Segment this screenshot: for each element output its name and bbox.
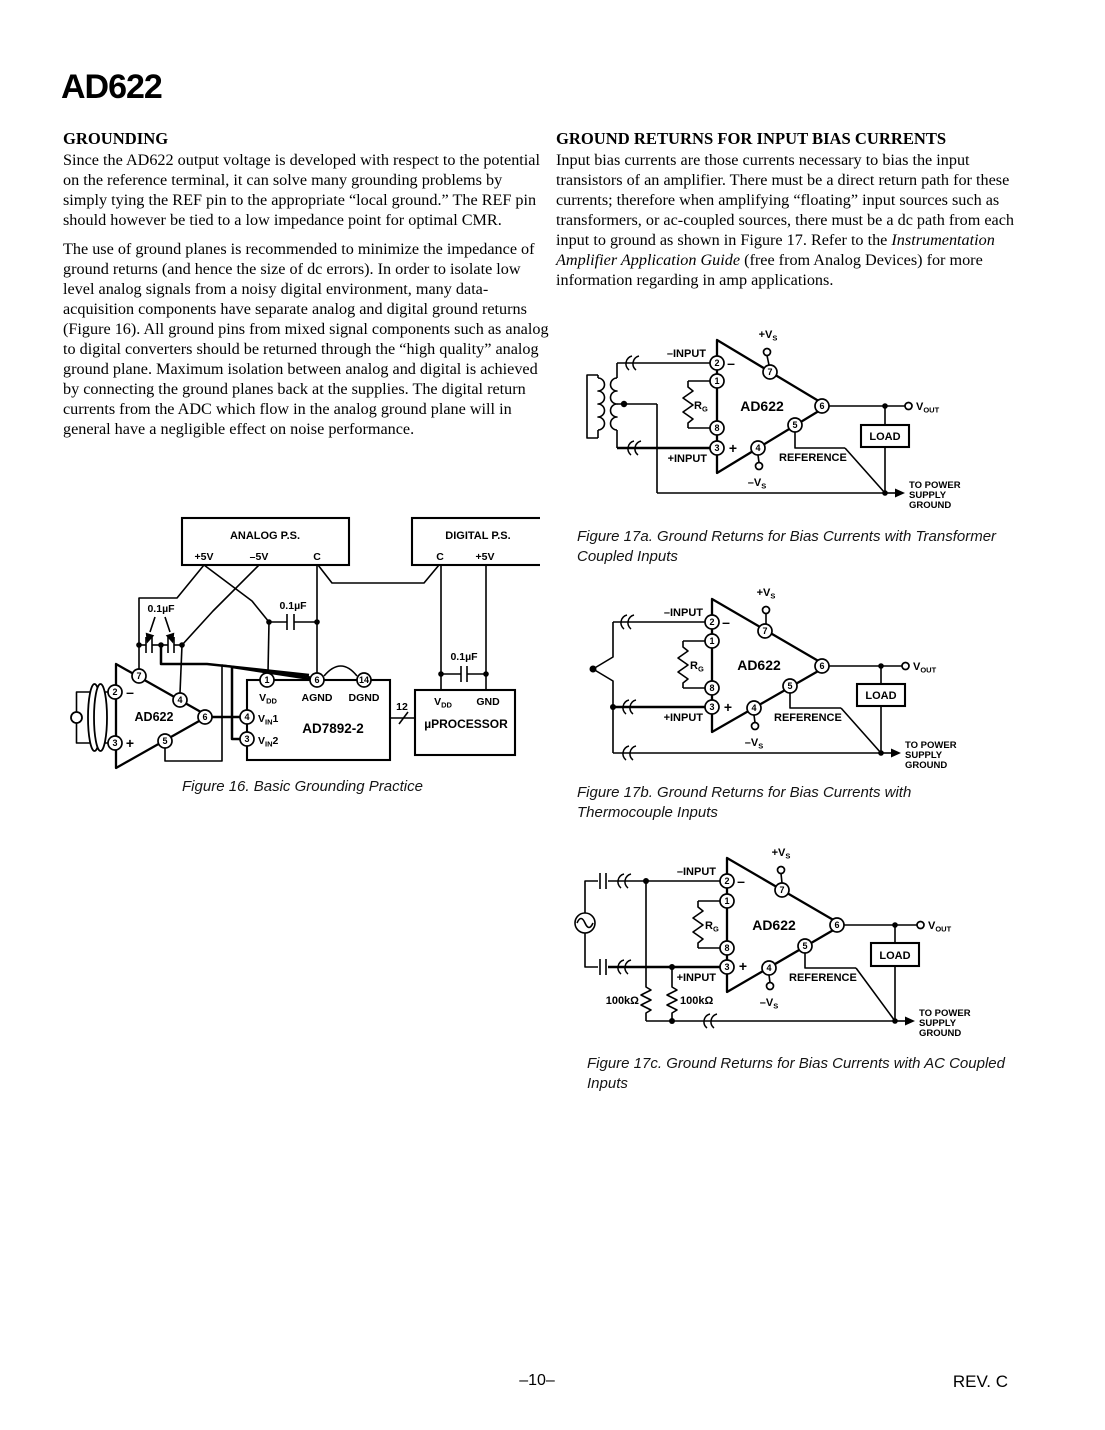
svg-text:7: 7 xyxy=(762,626,768,637)
bias-resistor-100k-left xyxy=(606,881,651,1021)
plus-sign: + xyxy=(728,440,738,456)
gnd-label: GND xyxy=(476,696,500,708)
pos-input-label: +INPUT xyxy=(667,453,707,465)
rg-label: $R_G$ xyxy=(694,400,708,414)
rg-label: $R_G$ xyxy=(690,660,704,674)
svg-text:5: 5 xyxy=(162,736,168,747)
figure-17c-schematic xyxy=(560,840,1010,1048)
gnd-line1: TO POWER xyxy=(909,480,961,491)
pin-3 xyxy=(705,700,719,714)
bus-width-label: 12 xyxy=(396,701,408,713)
svg-text:1: 1 xyxy=(264,675,270,686)
pin-5 xyxy=(783,679,797,693)
pin-3 xyxy=(710,441,724,455)
adc-pin-3 xyxy=(240,732,254,746)
neg-input-label: –INPUT xyxy=(676,866,716,878)
adc-pin-4 xyxy=(240,710,254,724)
vdd-label: $V_{DD}$ xyxy=(259,692,277,706)
pin-7 xyxy=(758,624,772,638)
pin-8 xyxy=(720,941,734,955)
pin-1 xyxy=(720,894,734,908)
common-label: C xyxy=(436,551,444,563)
svg-text:3: 3 xyxy=(112,738,118,749)
vin1-label: $V_{IN}1$ xyxy=(258,713,279,727)
pin-5 xyxy=(788,418,802,432)
pos-vs-label: $+V_S$ xyxy=(771,847,791,861)
cap-label: 0.1µF xyxy=(450,651,478,663)
adc-box xyxy=(240,673,390,760)
svg-text:8: 8 xyxy=(709,683,715,694)
plus5v-label: +5V xyxy=(194,551,214,563)
decoupling-cap-vdd xyxy=(266,600,320,630)
svg-text:14: 14 xyxy=(358,675,370,686)
load-label: LOAD xyxy=(879,950,911,962)
pin-4 xyxy=(762,961,776,975)
paragraph-ground-returns: Input bias currents are those currents necessary to bias the input transistors of an amplifier. There must be a direct return path for these currents; therefore when amplifying “floating” input sources such as transformers, or ac-coupled sources, there must be a dc path from each input to ground as shown in Figure 17. Refer to the Instrumentation Amplifier Application Guide (free from Analog Devices) for more information regarding in amp applications. xyxy=(556,151,1015,289)
pin-2 xyxy=(720,874,734,888)
right-column xyxy=(556,129,1014,299)
svg-text:6: 6 xyxy=(819,661,825,672)
svg-text:3: 3 xyxy=(244,734,250,745)
pin-4 xyxy=(747,701,761,715)
adc-pin-1 xyxy=(260,673,274,687)
pin-8 xyxy=(710,421,724,435)
svg-text:2: 2 xyxy=(714,358,720,369)
neg-vs-label: $-V_S$ xyxy=(759,997,779,1011)
output-network xyxy=(844,920,952,1021)
pin-2 xyxy=(710,356,724,370)
page-number: –10– xyxy=(519,1372,555,1389)
pin-4 xyxy=(173,693,187,707)
svg-text:1: 1 xyxy=(724,896,730,907)
svg-text:5: 5 xyxy=(792,420,798,431)
ground-terminal xyxy=(882,480,960,511)
cap-label: 0.1µF xyxy=(279,600,307,612)
pos-input-label: +INPUT xyxy=(663,712,703,724)
figure-17a-schematic xyxy=(560,320,990,520)
microprocessor-box xyxy=(415,690,515,755)
paragraph-grounding-2: The use of ground planes is recommended to minimize the impedance of ground returns (and hence the size of dc errors). In order to isolate low level analog signals from a noisy digital environment, many data-acquisition components have separate analog and digital ground returns (Figure 16). All ground pins from mixed signal components such as analog to digital converters should be returned through the “high quality” analog ground plane. Maximum isolation between analog and digital is achieved by connecting the ground planes back at the supplies. The digital return currents from the ADC which flow in the analog ground plane will in general have a negligible effect on noise performance. xyxy=(63,240,549,438)
pos-input-label: +INPUT xyxy=(676,972,716,984)
pin-7 xyxy=(763,365,777,379)
svg-text:6: 6 xyxy=(819,401,825,412)
ac-source-icon xyxy=(575,913,595,933)
left-column xyxy=(63,129,549,448)
plus5v-label: +5V xyxy=(475,551,495,563)
gnd-line1: TO POWER xyxy=(919,1008,971,1019)
digital-ps-label: DIGITAL P.S. xyxy=(445,530,511,542)
svg-text:7: 7 xyxy=(779,885,785,896)
neg-vs-label: $-V_S$ xyxy=(744,737,764,751)
svg-text:7: 7 xyxy=(767,367,773,378)
paragraph-grounding-1: Since the AD622 output voltage is developed with respect to the potential on the reference terminal, it can solve many grounding problems by simply tying the REF pin to the appropriate “local ground.” The REF pin should however be tied to a low impedance point for optimal CMR. xyxy=(63,151,540,229)
pin-7 xyxy=(775,883,789,897)
ad622-label: AD622 xyxy=(737,657,781,673)
figure-17b-schematic xyxy=(560,580,1000,780)
reference-network xyxy=(774,693,881,753)
input-wires xyxy=(608,874,720,974)
svg-text:2: 2 xyxy=(724,876,730,887)
agnd-label: AGND xyxy=(301,692,333,704)
vout-label: $V_{OUT}$ xyxy=(913,661,937,675)
revision-label: REV. C xyxy=(952,1372,1008,1391)
pin-2 xyxy=(108,685,122,699)
minus-sign: – xyxy=(722,614,730,630)
minus5v-label: –5V xyxy=(249,551,269,563)
pin-8 xyxy=(705,681,719,695)
minus-sign: – xyxy=(126,684,134,700)
neg-input-label: –INPUT xyxy=(666,348,706,360)
svg-text:6: 6 xyxy=(202,712,208,723)
digital-power-supply-box xyxy=(412,518,540,565)
ad622-label: AD622 xyxy=(752,917,796,933)
svg-text:2: 2 xyxy=(112,687,118,698)
figure-16-schematic xyxy=(65,515,540,780)
svg-text:6: 6 xyxy=(314,675,320,686)
reference-label: REFERENCE xyxy=(789,972,857,984)
dgnd-label: DGND xyxy=(348,692,380,704)
neg-input-label: –INPUT xyxy=(663,607,703,619)
gnd-line2: SUPPLY xyxy=(909,490,947,501)
pin-1 xyxy=(705,634,719,648)
minus-sign: – xyxy=(727,355,735,371)
gnd-line2: SUPPLY xyxy=(905,750,943,761)
vout-label: $V_{OUT}$ xyxy=(928,920,952,934)
svg-text:8: 8 xyxy=(724,943,730,954)
input-wires xyxy=(617,356,885,493)
figure-17b-caption: Figure 17b. Ground Returns for Bias Currents with Thermocouple Inputs xyxy=(577,784,912,821)
uprocessor-label: µPROCESSOR xyxy=(424,717,508,731)
reference-label: REFERENCE xyxy=(779,452,847,464)
gnd-line3: GROUND xyxy=(919,1028,962,1039)
adc-label: AD7892-2 xyxy=(302,721,364,736)
plus-sign: + xyxy=(738,958,748,974)
pin-6 xyxy=(830,918,844,932)
pin-6 xyxy=(198,710,212,724)
plus-sign: + xyxy=(723,699,733,715)
pin-5 xyxy=(798,939,812,953)
minus-sign: – xyxy=(737,873,745,889)
svg-text:4: 4 xyxy=(244,712,250,723)
svg-text:3: 3 xyxy=(709,702,715,713)
gnd-line2: SUPPLY xyxy=(919,1018,957,1029)
pin-3 xyxy=(108,736,122,750)
ad622-opamp xyxy=(108,664,212,768)
svg-text:8: 8 xyxy=(714,423,720,434)
thermocouple-icon xyxy=(590,622,614,707)
rg-resistor xyxy=(678,641,705,688)
svg-text:1: 1 xyxy=(714,376,720,387)
figure-17c-caption: Figure 17c. Ground Returns for Bias Currents with AC Coupled Inputs xyxy=(587,1055,1005,1092)
gnd-line1: TO POWER xyxy=(905,740,957,751)
svg-text:6: 6 xyxy=(834,920,840,931)
common-label: C xyxy=(313,551,321,563)
vout-label: $V_{OUT}$ xyxy=(916,401,940,415)
data-bus xyxy=(390,701,415,724)
pin-2 xyxy=(705,615,719,629)
analog-power-supply-box xyxy=(182,518,349,565)
figure-17a-caption: Figure 17a. Ground Returns for Bias Currents with Transformer Coupled Inputs xyxy=(577,528,997,565)
adc-pin-14 xyxy=(357,673,371,687)
analog-ps-label: ANALOG P.S. xyxy=(229,530,301,542)
plus-sign: + xyxy=(125,735,135,751)
rg-resistor xyxy=(693,901,720,948)
transformer-icon xyxy=(587,363,657,448)
svg-text:4: 4 xyxy=(751,703,757,714)
gnd-line3: GROUND xyxy=(909,500,952,511)
svg-text:3: 3 xyxy=(714,443,720,454)
svg-text:1: 1 xyxy=(709,636,715,647)
page-title: AD622 xyxy=(61,68,162,106)
figure-16-caption: Figure 16. Basic Grounding Practice xyxy=(182,778,423,795)
rg-resistor xyxy=(683,381,710,428)
pin-4 xyxy=(751,441,765,455)
pin-1 xyxy=(710,374,724,388)
neg-vs-label: $-V_S$ xyxy=(747,477,767,491)
pin-3 xyxy=(720,960,734,974)
ground-terminal xyxy=(892,1008,970,1039)
svg-text:2: 2 xyxy=(709,617,715,628)
ground-terminal xyxy=(878,740,956,771)
pos-vs-label: $+V_S$ xyxy=(756,587,776,601)
vin2-label: $V_{IN}2$ xyxy=(258,735,279,749)
svg-text:4: 4 xyxy=(755,443,761,454)
load-label: LOAD xyxy=(865,690,897,702)
svg-text:3: 3 xyxy=(724,962,730,973)
resistor-100k-label: 100kΩ xyxy=(605,995,639,1007)
ground-wire xyxy=(646,1014,895,1028)
pos-vs-label: $+V_S$ xyxy=(758,329,778,343)
pin-6 xyxy=(815,659,829,673)
ad622-label: AD622 xyxy=(134,710,174,724)
svg-text:7: 7 xyxy=(136,671,142,682)
ad622-label: AD622 xyxy=(740,398,784,414)
reference-label: REFERENCE xyxy=(774,712,842,724)
pin-6 xyxy=(815,399,829,413)
gnd-line3: GROUND xyxy=(905,760,948,771)
resistor-100k-label: 100kΩ xyxy=(680,995,714,1007)
cap-label: 0.1µF xyxy=(147,603,175,615)
decoupling-cap-digital xyxy=(438,651,489,682)
adc-pin-6 xyxy=(310,673,324,687)
reference-network xyxy=(789,953,895,1021)
rg-label: $R_G$ xyxy=(705,920,719,934)
section-heading-ground-returns: GROUND RETURNS FOR INPUT BIAS CURRENTS xyxy=(556,129,947,148)
svg-text:4: 4 xyxy=(177,695,183,706)
section-heading-grounding: GROUNDING xyxy=(63,129,169,148)
load-label: LOAD xyxy=(869,431,901,443)
svg-text:5: 5 xyxy=(802,941,808,952)
svg-text:5: 5 xyxy=(787,681,793,692)
transducer-icon xyxy=(71,684,108,751)
vdd-label: $V_{DD}$ xyxy=(434,696,452,710)
pin-5 xyxy=(158,734,172,748)
svg-text:4: 4 xyxy=(766,963,772,974)
pin-7 xyxy=(132,669,146,683)
